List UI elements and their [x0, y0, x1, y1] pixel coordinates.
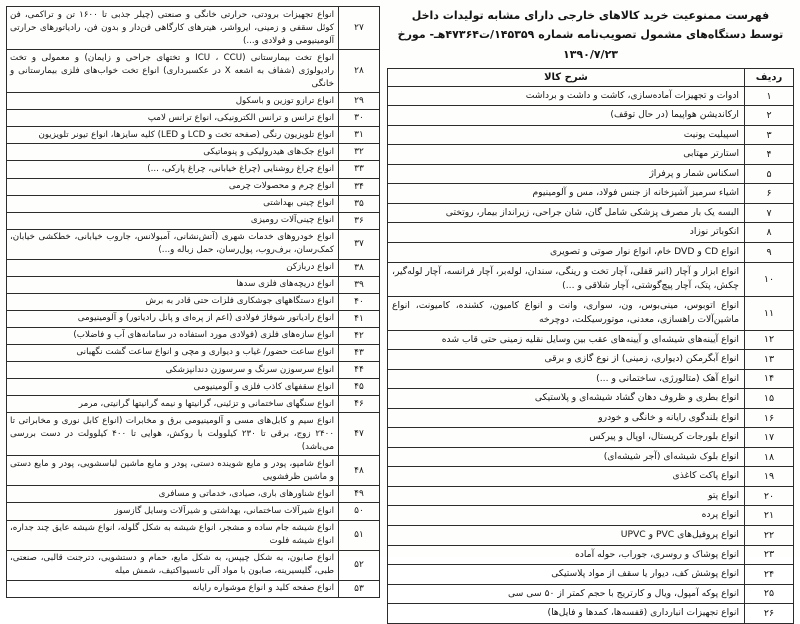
- table-row: [7, 503, 380, 520]
- table-row: [388, 125, 794, 145]
- row-number-cell: ۳۳: [339, 161, 380, 178]
- description-cell: اسپیلیت یونیت: [388, 125, 745, 145]
- table-row: [7, 580, 380, 597]
- row-number-cell: ۳: [745, 125, 794, 145]
- row-number-cell: ۱۷: [745, 428, 794, 448]
- description-cell: انواع آیینه‌های شیشه‌ای و آیینه‌های عقب بین وسایل نقلیه زمینی حتی قاب شده: [388, 330, 745, 350]
- description-cell: انواع ساعت حضور/ غیاب و دیواری و مچی و انواع ساعت گشت نگهبانی: [7, 344, 339, 361]
- row-number-cell: ۴۲: [339, 327, 380, 344]
- description-cell: انواع خودروهای خدمات شهری (آتش‌نشانی، آمبولانس، جاروب خیابانی، خطکشی خیابان، کمک‌رسان، برف‌روب، پول‌رسان، حمل زباله و...): [7, 229, 339, 259]
- description-cell: انواع پتو: [388, 486, 745, 506]
- table-row: [388, 184, 794, 204]
- description-cell: انواع دستگاههای جوشکاری فلزات حتی قادر به برش: [7, 293, 339, 310]
- table-row: [388, 408, 794, 428]
- document-title-line2: توسط دستگاه‌های مشمول تصویب‌نامه شماره ۱۴۵۳۵۹/ت۴۷۳۶۴هـ- مورخ ۱۳۹۰/۷/۲۳: [397, 28, 784, 61]
- description-cell: ادوات و تجهیزات آماده‌سازی، کاشت و داشت و برداشت: [388, 86, 745, 106]
- table-row: [7, 110, 380, 127]
- table-row: [7, 127, 380, 144]
- row-number-cell: ۳۲: [339, 144, 380, 161]
- description-cell: انواع بلورجات کریستال، اوپال و پیرکس: [388, 428, 745, 448]
- description-cell: انواع سازه‌های فلزی (فولادی مورد استفاده در سامانه‌های آب و فاضلاب): [7, 327, 339, 344]
- description-cell: انواع ترازو توزین و باسکول: [7, 93, 339, 110]
- table-row: [7, 327, 380, 344]
- row-number-cell: ۲۸: [339, 50, 380, 93]
- row-number-cell: ۲۷: [339, 7, 380, 50]
- table-row: [388, 86, 794, 106]
- row-number-cell: ۵: [745, 164, 794, 184]
- description-cell: انواع سنگهای ساختمانی و تزئینی، گرانیتها و نیمه گرانیتها گرانیتی، مرمر: [7, 396, 339, 413]
- document-title-line1: فهرست ممنوعیت خرید کالاهای خارجی دارای مشابه تولیدات داخل: [411, 9, 770, 22]
- row-number-cell: ۳۵: [339, 195, 380, 212]
- table-row: [388, 545, 794, 565]
- row-number-cell: ۴۵: [339, 379, 380, 396]
- description-cell: اشیاء سرمیز آشپزخانه از جنس فولاد، مس و آلومینیوم: [388, 184, 745, 204]
- column-header-row-number: ردیف: [745, 68, 794, 86]
- row-number-cell: ۹: [745, 243, 794, 263]
- row-number-cell: ۴۷: [339, 413, 380, 456]
- description-cell: البسه یک بار مصرف پزشکی شامل گان، شان جراحی، زیرانداز بیمار، روتختی: [388, 203, 745, 223]
- row-number-cell: ۲۳: [745, 545, 794, 565]
- row-number-cell: ۴۰: [339, 293, 380, 310]
- table-row: [388, 447, 794, 467]
- description-cell: انواع آبگرمکن (دیواری، زمینی) از نوع گازی و برقی: [388, 350, 745, 370]
- table-head: [388, 68, 794, 86]
- row-number-cell: ۳۴: [339, 178, 380, 195]
- table-row: [7, 413, 380, 456]
- description-cell: انواع آهک (متالورژی، ساختمانی و ...): [388, 369, 745, 389]
- description-cell: انواع جک‌های هیدرولیکی و پنوماتیکی: [7, 144, 339, 161]
- table-row: [7, 396, 380, 413]
- table-row: [7, 144, 380, 161]
- row-number-cell: ۱: [745, 86, 794, 106]
- description-cell: انواع بطری و ظروف دهان گشاد شیشه‌ای و پلاستیکی: [388, 389, 745, 409]
- table-row: [388, 467, 794, 487]
- row-number-cell: ۱۲: [745, 330, 794, 350]
- description-cell: انواع شناورهای باری، صیادی، خدماتی و مسافری: [7, 486, 339, 503]
- row-number-cell: ۴: [745, 145, 794, 165]
- table-row: [7, 379, 380, 396]
- description-cell: انکوباتر نوزاد: [388, 223, 745, 243]
- description-cell: انواع تلویزیون رنگی (صفحه تخت و LCD و LED) کلیه سایزها، انواع تیونر تلویزیون: [7, 127, 339, 144]
- table-body: [7, 7, 380, 598]
- table-row: [388, 525, 794, 545]
- table-row: [388, 243, 794, 263]
- table-row: [388, 203, 794, 223]
- row-number-cell: ۵۱: [339, 520, 380, 550]
- description-cell: انواع اتوبوس، مینی‌بوس، ون، سواری، وانت و انواع کامیون، کشنده، کامیونت، انواع ماشین‌آلات راهسازی، معدنی، موتورسیکلت، دوچرخه: [388, 296, 745, 330]
- table-row: [388, 262, 794, 296]
- table-row: [7, 195, 380, 212]
- row-number-cell: ۳۱: [339, 127, 380, 144]
- row-number-cell: ۳۶: [339, 212, 380, 229]
- description-cell: انواع پروفیل‌های PVC و UPVC: [388, 525, 745, 545]
- row-number-cell: ۲: [745, 106, 794, 126]
- row-number-cell: ۴۶: [339, 396, 380, 413]
- table-row: [7, 344, 380, 361]
- description-cell: انواع چینی بهداشتی: [7, 195, 339, 212]
- main-table-column: [387, 6, 794, 619]
- table-row: [7, 259, 380, 276]
- table-row: [7, 456, 380, 486]
- table-row: [7, 50, 380, 93]
- description-cell: انواع شیرآلات ساختمانی، بهداشتی و شیرآلات وسایل گازسوز: [7, 503, 339, 520]
- description-cell: انواع پوشاک و روسری، جوراب، حوله آماده: [388, 545, 745, 565]
- description-cell: انواع چرم و محصولات چرمی: [7, 178, 339, 195]
- description-cell: انواع سرسوزن سرنگ و سرسوزن دندانپزشکی: [7, 362, 339, 379]
- row-number-cell: ۴۳: [339, 344, 380, 361]
- table-row: [7, 520, 380, 550]
- table-row: [388, 584, 794, 604]
- table-body: [388, 86, 794, 623]
- description-cell: انواع دریچه‌های فلزی سدها: [7, 276, 339, 293]
- table-row: [7, 7, 380, 50]
- row-number-cell: ۱۸: [745, 447, 794, 467]
- items-table-rows-1-26: [387, 68, 794, 624]
- table-row: [7, 310, 380, 327]
- description-cell: انواع چراغ روشنایی (چراغ خیابانی، چراغ پارکی، ...): [7, 161, 339, 178]
- description-cell: انواع سیم و کابل‌های مسی و آلومینیومی برق و مخابرات (انواع کابل نوری و مخابراتی تا ۲۴۰۰ زوج، برقی تا ۲۳۰ کیلوولت با روکش، هوایی تا ۴۰۰ کیلوولت در دست بررسی می‌باشد): [7, 413, 339, 456]
- description-cell: اسکناس شمار و پرفراژ: [388, 164, 745, 184]
- description-cell: استارتر مهتابی: [388, 145, 745, 165]
- table-row: [7, 276, 380, 293]
- table-row: [388, 369, 794, 389]
- table-row: [388, 223, 794, 243]
- row-number-cell: ۱۶: [745, 408, 794, 428]
- description-cell: انواع ترانس و ترانس الکترونیکی، انواع ترانس لامپ: [7, 110, 339, 127]
- row-number-cell: ۲۴: [745, 565, 794, 585]
- table-row: [388, 106, 794, 126]
- row-number-cell: ۴۸: [339, 456, 380, 486]
- document-title: [387, 6, 794, 64]
- items-table-rows-27-53: [6, 6, 380, 598]
- description-cell: انواع پوکه آمپول، ویال و کارتریج با حجم کمتر از ۵۰ سی سی: [388, 584, 745, 604]
- table-row: [7, 362, 380, 379]
- description-cell: انواع شیشه جام ساده و مشجر، انواع شیشه به شکل گلوله، انواع شیشه عایق چند جداره، انواع شیشه فلوت: [7, 520, 339, 550]
- table-row: [388, 350, 794, 370]
- row-number-cell: ۱۰: [745, 262, 794, 296]
- description-cell: انواع پوشش کف، دیوار یا سقف از مواد پلاستیکی: [388, 565, 745, 585]
- description-cell: ارکاندیشن هواپیما (در حال توقف): [388, 106, 745, 126]
- description-cell: انواع پرده: [388, 506, 745, 526]
- table-row: [388, 506, 794, 526]
- description-cell: انواع تخت بیمارستانی (ICU ، CCU و تختهای جراحی و زایمان) و معمولی و تخت رادیولوژی (شفاف به اشعه X در عکسبرداری) انواع تخت خواب‌های فلزی بیمارستانی و خانگی: [7, 50, 339, 93]
- description-cell: انواع CD و DVD خام، انواع نوار صوتی و تصویری: [388, 243, 745, 263]
- row-number-cell: ۱۹: [745, 467, 794, 487]
- description-cell: انواع بلوک شیشه‌ای (آجر شیشه‌ای): [388, 447, 745, 467]
- description-cell: انواع بلندگوی رایانه و خانگی و خودرو: [388, 408, 745, 428]
- row-number-cell: ۲۱: [745, 506, 794, 526]
- table-row: [388, 164, 794, 184]
- row-number-cell: ۱۱: [745, 296, 794, 330]
- table-row: [7, 550, 380, 580]
- row-number-cell: ۴۱: [339, 310, 380, 327]
- table-header-row: [388, 68, 794, 86]
- table-row: [7, 161, 380, 178]
- description-cell: انواع شامپو، پودر و مایع شوینده دستی، پودر و مایع ماشین لباسشویی، پودر و مایع دستی و ماشین ظرفشویی: [7, 456, 339, 486]
- description-cell: انواع تجهیزات انبارداری (قفسه‌ها، کمدها و فایل‌ها): [388, 604, 745, 624]
- table-row: [388, 565, 794, 585]
- row-number-cell: ۶: [745, 184, 794, 204]
- row-number-cell: ۳۸: [339, 259, 380, 276]
- description-cell: انواع چینی‌آلات رومیزی: [7, 212, 339, 229]
- description-cell: انواع ابزار و آچار (انبر قفلی، آچار تخت و رینگی، سندان، لوله‌بر، آچار فرانسه، آچار لوله‌گیر، چکش، پتک، آچار پیچ‌گوشتی، آچار شلاقی و ...): [388, 262, 745, 296]
- description-cell: انواع رادیاتور شوفاژ فولادی (اعم از پره‌ای و پانل رادیاتور) و آلومینیومی: [7, 310, 339, 327]
- description-cell: انواع دربازکن: [7, 259, 339, 276]
- row-number-cell: ۸: [745, 223, 794, 243]
- row-number-cell: ۷: [745, 203, 794, 223]
- row-number-cell: ۵۰: [339, 503, 380, 520]
- table-row: [7, 212, 380, 229]
- row-number-cell: ۱۴: [745, 369, 794, 389]
- table-row: [388, 330, 794, 350]
- table-row: [388, 604, 794, 624]
- description-cell: انواع صابون، به شکل چیپس، به شکل مایع، حمام و دستشویی، دترجنت قالبی، صنعتی، طبی، گلیسیرینه، صابون با مواد آلی تانسیواکتیف، شمش میله: [7, 550, 339, 580]
- row-number-cell: ۲۲: [745, 525, 794, 545]
- row-number-cell: ۲۵: [745, 584, 794, 604]
- row-number-cell: ۴۴: [339, 362, 380, 379]
- description-cell: انواع تجهیزات برودتی، حرارتی خانگی و صنعتی (چیلر جذبی تا ۱۶۰۰ تن و تراکمی، فن کوئل سقفی و زمینی، ایرواشر، هیترهای کارگاهی فن‌دار و بدون فن، رادیاتورهای حرارتی آلومینیومی و فولادی و...): [7, 7, 339, 50]
- row-number-cell: ۱۵: [745, 389, 794, 409]
- row-number-cell: ۳۹: [339, 276, 380, 293]
- table-row: [388, 145, 794, 165]
- row-number-cell: ۵۲: [339, 550, 380, 580]
- column-header-description: شرح کالا: [388, 68, 745, 86]
- continuation-table-column: [6, 6, 380, 594]
- row-number-cell: ۲۰: [745, 486, 794, 506]
- table-row: [7, 486, 380, 503]
- row-number-cell: ۵۳: [339, 580, 380, 597]
- table-row: [388, 389, 794, 409]
- description-cell: انواع صفحه کلید و انواع موشواره رایانه: [7, 580, 339, 597]
- row-number-cell: ۱۳: [745, 350, 794, 370]
- table-row: [7, 229, 380, 259]
- table-row: [388, 296, 794, 330]
- table-row: [7, 178, 380, 195]
- row-number-cell: ۲۹: [339, 93, 380, 110]
- table-row: [7, 93, 380, 110]
- row-number-cell: ۳۰: [339, 110, 380, 127]
- description-cell: انواع سقفهای کاذب فلزی و آلومینیومی: [7, 379, 339, 396]
- table-row: [388, 428, 794, 448]
- table-row: [7, 293, 380, 310]
- description-cell: انواع پاکت کاغذی: [388, 467, 745, 487]
- row-number-cell: ۳۷: [339, 229, 380, 259]
- table-row: [388, 486, 794, 506]
- row-number-cell: ۴۹: [339, 486, 380, 503]
- row-number-cell: ۲۶: [745, 604, 794, 624]
